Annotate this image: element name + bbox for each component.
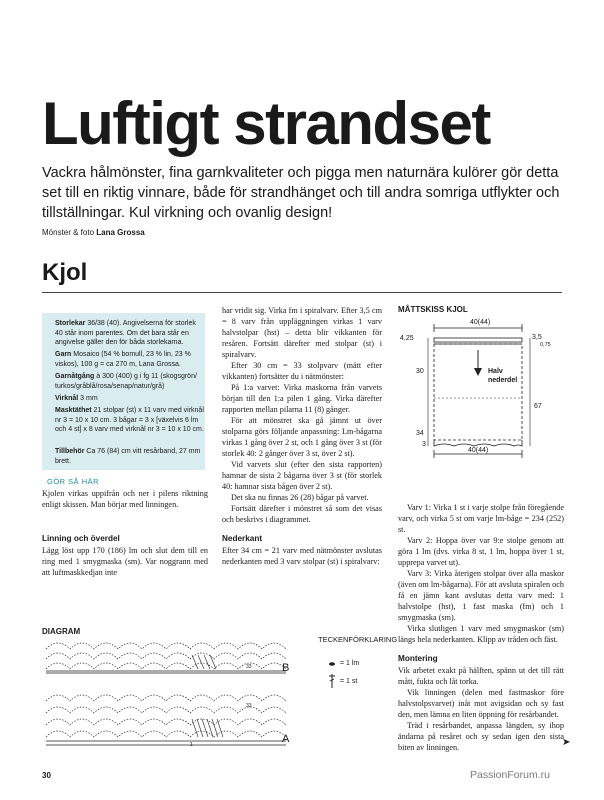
watermark: PassionForum.ru xyxy=(470,769,550,781)
column-3-text xyxy=(398,502,564,645)
col3-paragraph: Vik arbetet exakt på hälften, spänn ut det till rätt mått, fukta och låt torka. xyxy=(398,666,564,686)
montering-text xyxy=(398,665,564,753)
column-2-text xyxy=(222,305,382,525)
credit-name: Lana Grossa xyxy=(96,228,145,237)
info-label: Tillbehör xyxy=(55,448,85,455)
info-virknal xyxy=(55,394,205,404)
left-low-measure: 34 xyxy=(416,430,424,437)
photo-credit xyxy=(42,228,145,237)
col2-paragraph: Efter 30 cm = 33 stolpvarv (mätt efter vikkanten) fortsätter du i nätmönster: xyxy=(222,361,382,381)
col3-paragraph: Vik linningen (delen med fastmaskor före halvstolpsvarvet) inåt mot avigsidan och sy fast den, men lämna en liten öppning för resårbandet. xyxy=(398,688,564,719)
right-small-measure: 0,75 xyxy=(540,342,551,348)
info-text: Ca 76 (84) cm vitt resårband, 27 mm brett. xyxy=(55,448,201,465)
col3-paragraph: Varv 3: Virka återigen stolpar över alla maskor (även om lm-bågarna). För att avsluta spiralen och få en jämn kant avslutas detta varv med: 1 halvstolpe (hst), 1 fast maska (fm) och 1 smygmaska (sm). xyxy=(398,569,564,622)
info-garn xyxy=(55,350,205,369)
linning-paragraph: Lägg löst upp 170 (186) lm och slut dem till en ring med 1 smygmaska (sm). Var noggrann med att luftmaskkedjan inte xyxy=(42,546,208,577)
info-text: 36/38 (40). Angivelserna för storlek 40 står inom parentes. Om det bara står en angivelse gäller den för båda storlekarna. xyxy=(55,320,196,347)
info-label: Virknål xyxy=(55,395,79,402)
bottom-measure: 40(44) xyxy=(468,447,489,454)
legend-symbols xyxy=(326,658,338,690)
schematic-center-label: Halv nederdel xyxy=(488,368,518,384)
right-mid-measure: 67 xyxy=(534,403,542,410)
credit-prefix: Mönster & foto xyxy=(42,228,95,237)
info-label: Masktäthet xyxy=(55,407,92,414)
left-top-measure: 4,25 xyxy=(400,335,414,342)
legend-heading: TECKENFÖRKLARING xyxy=(318,635,398,644)
intro-paragraph: Kjolen virkas uppifrån och ner i pilens riktning enligt skissen. Man börjar med linningen. xyxy=(42,489,208,509)
info-text: 21 stolpar (st) x 11 varv med virknål nr 3 = 10 x 10 cm. 3 bågar = 3 x [växelvis 6 lm och 4 st] x 8 varv med virknål nr 3 = 10 x 10 cm. xyxy=(55,407,204,434)
scalloped-hem xyxy=(434,440,522,446)
info-text: à 300 (400) g i fg 11 (skogsgrön/ turkos/gråblå/rosa/senap/natur/grå) xyxy=(55,373,197,390)
top-measure: 40(44) xyxy=(470,319,491,326)
gor-sa-har-heading: GÖR SÅ HÄR xyxy=(47,477,100,486)
waistband xyxy=(434,338,522,342)
row-number: 33 xyxy=(246,664,252,670)
article-title: Luftigt strandset xyxy=(42,90,490,157)
col2-paragraph: Vid varvets slut (efter den sista rapporten) hamnar de sista 2 bågarna över 3 st (för storlek 40: hamnar sista bågen över 2 st). xyxy=(222,460,382,491)
info-text: 3 mm xyxy=(80,395,98,402)
section-heading: Kjol xyxy=(42,259,88,286)
info-label: Storlekar xyxy=(55,320,86,327)
info-masktathet xyxy=(55,406,205,435)
info-label: Garn xyxy=(55,351,72,358)
left-mid-measure: 30 xyxy=(416,368,424,375)
col2-paragraph: För att mönstret ska gå jämnt ut över stolparna görs följande anpassning: Lm-bågarna virkas 1 gång över 2 st, och 1 gång över 3 st (för storlek 40: 2 gånger över 3 st, över 2 st). xyxy=(222,416,382,458)
info-tillbehor xyxy=(55,447,205,466)
direction-arrow xyxy=(474,368,482,376)
col2-paragraph: Fortsätt därefter i mönstret så som det visas och beskrivs i diagrammet. xyxy=(222,504,382,524)
info-garnatgang xyxy=(55,372,205,391)
right-top-measure: 3,5 xyxy=(532,334,542,341)
left-bottom-measure: 3 xyxy=(422,441,426,448)
col2-paragraph: Det ska nu finnas 26 (28) bågar på varvet. xyxy=(231,493,369,502)
crochet-diagram xyxy=(42,637,292,755)
legend-item-chain: = 1 lm xyxy=(340,660,360,667)
row-b-label: B xyxy=(282,662,290,674)
montering-heading: Montering xyxy=(398,654,438,663)
legend-item-stitch: = 1 st xyxy=(340,678,358,685)
lead-paragraph: Vackra hålmönster, fina garnkvaliteter och pigga men naturnära kulörer gör detta set till en riktig vinnare, både för strandhänget och till andra somriga utflykter och tillställningar. Kul virkning och ovanlig design! xyxy=(42,165,560,221)
row-number: 33 xyxy=(246,703,252,709)
col2-paragraph: På 1:a varvet: Virka maskorna från varvets början till den 1:a pilen 1 gång. Virka därefter rapporten mellan pilarna 11 (8) gånger. xyxy=(222,383,382,414)
info-storlekar xyxy=(55,319,205,348)
section-divider xyxy=(42,292,562,293)
info-text: Mosaico (54 % bomull, 23 % lin, 23 % viskos), 100 g = ca 270 m, Lana Grossa. xyxy=(55,351,191,368)
col3-paragraph: Varv 1: Virka 1 st i varje stolpe från föregående varv, och virka 5 st om varje lm-båge = 234 (252) st. xyxy=(398,503,564,534)
col3-paragraph: Träd i resårbandet, anpassa längden, sy ihop ändarna på resåret och sy sedan igen den sista biten av linningen. xyxy=(398,721,564,752)
nederkant-heading: Nederkant xyxy=(222,534,263,543)
col2-paragraph: har vridit sig. Virka fm i spiralvarv. Efter 3,5 cm = 8 varv från uppläggningen virkas 1 varv halvstolpar (hst) – detta blir vikkanten för resåren. Fortsätt därefter med stolpar (st) i spiralvarv. xyxy=(222,306,382,359)
nederkant-paragraph: Efter 34 cm = 21 varv med nätmönster avslutas nederkanten med 3 varv stolpar (st) i spiralvarv: xyxy=(222,546,382,566)
col3-paragraph: Varv 2: Hoppa över var 9:e stolpe genom att göra 1 lm (dvs. virka 8 st, 1 lm, hoppa över 1 st, upprepa varvet ut). xyxy=(398,536,564,567)
diagram-heading: DIAGRAM xyxy=(42,627,81,636)
info-label: Garnåtgång xyxy=(55,373,95,380)
linning-heading: Linning och överdel xyxy=(42,534,120,543)
mattskiss-heading: MÅTTSKISS KJOL xyxy=(398,305,468,314)
continue-arrow-icon: ➤ xyxy=(562,737,571,748)
chain-symbol xyxy=(329,662,335,666)
col3-paragraph: Virka slutligen 1 varv med smygmaskor (sm) längs hela nederkanten. Klipp av tråden och fäst. xyxy=(398,624,564,644)
page-number: 30 xyxy=(42,771,51,780)
row-number: 1 xyxy=(190,742,193,748)
row-a-label: A xyxy=(282,733,290,745)
